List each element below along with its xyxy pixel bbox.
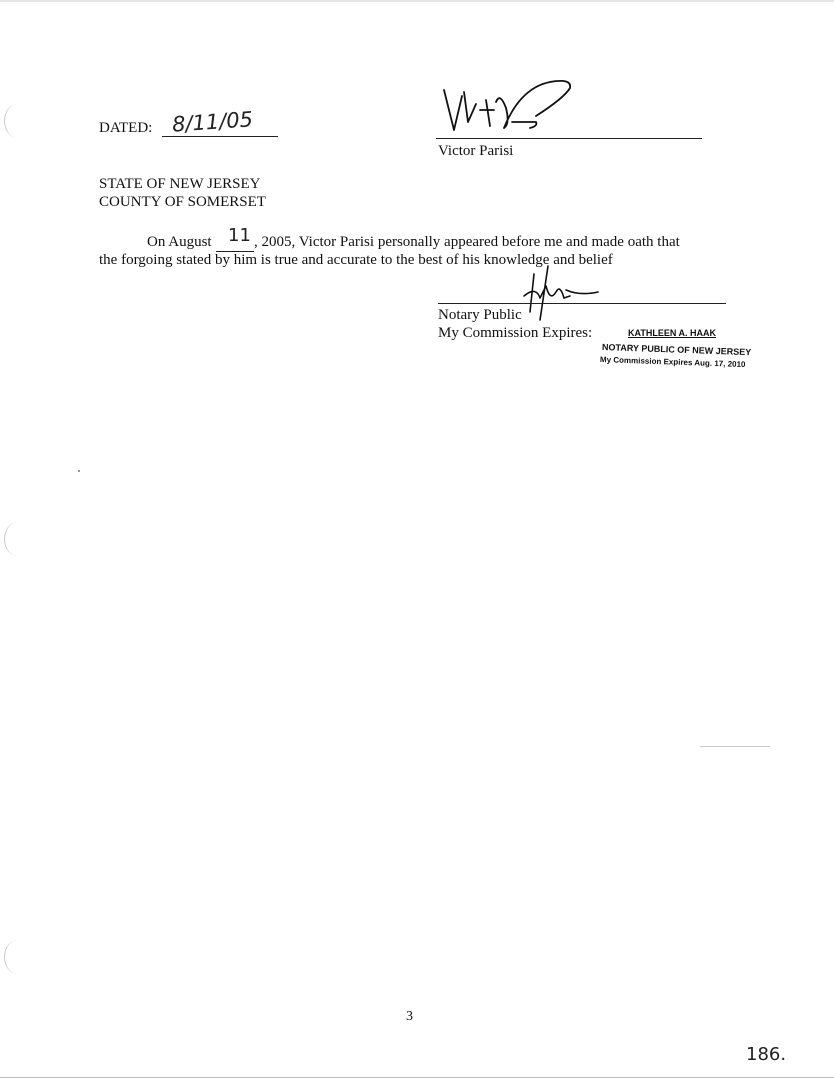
venue-county: COUNTY OF SOMERSET <box>99 194 266 210</box>
page-number: 3 <box>406 1009 413 1024</box>
scan-speck <box>700 746 770 747</box>
notary-stamp-title: NOTARY PUBLIC OF NEW JERSEY <box>601 342 752 358</box>
signer-name: Victor Parisi <box>438 143 514 159</box>
punch-hole-shadow-middle <box>4 522 31 556</box>
dated-label: DATED: <box>99 120 153 136</box>
signature-notary <box>510 262 610 322</box>
punch-hole-shadow-bottom <box>4 940 31 974</box>
jurat-line-1-start: On August <box>147 234 212 250</box>
scan-bottom-edge <box>0 1077 834 1078</box>
notary-title: Notary Public <box>438 307 522 323</box>
commission-expires-label: My Commission Expires: <box>438 325 593 341</box>
notary-stamp-expiry: My Commission Expires Aug. 17, 2010 <box>599 355 746 370</box>
signature-line <box>436 138 702 139</box>
jurat-line-1-end: , 2005, Victor Parisi personally appeared before me and made oath that <box>254 234 680 250</box>
notary-signature-line <box>438 303 726 304</box>
jurat-day-handwritten: 11 <box>228 225 251 246</box>
punch-hole-shadow-top <box>4 104 31 138</box>
handwritten-page-number: 186. <box>746 1044 787 1065</box>
jurat-line-2: the forgoing stated by him is true and accurate to the best of his knowledge and belief <box>99 252 613 268</box>
dated-handwritten-value: 8/11/05 <box>171 107 254 137</box>
venue-state: STATE OF NEW JERSEY <box>99 176 261 192</box>
scan-speck <box>78 470 80 472</box>
scan-top-edge <box>0 0 834 2</box>
notary-stamp-name: KATHLEEN A. HAAK <box>628 328 716 338</box>
signature-victor-parisi <box>440 70 590 142</box>
